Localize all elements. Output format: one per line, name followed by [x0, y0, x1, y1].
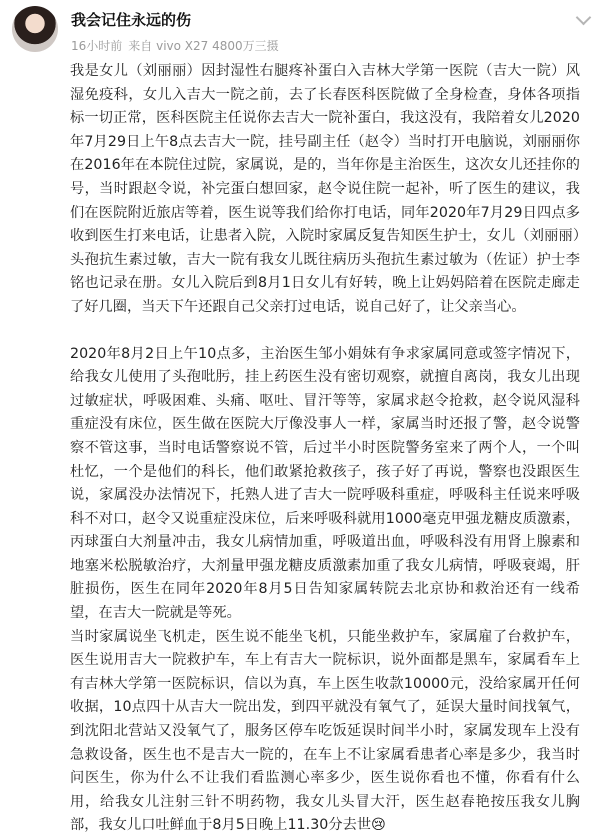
post-header — [0, 0, 600, 60]
chevron-down-icon[interactable] — [576, 10, 592, 26]
paragraph-spacer — [70, 320, 580, 343]
post-paragraph: 2020年8月2日上午10点多，主治医生邹小娟妹有争求家属同意或签字情况下，给我女儿使用了头孢吡肟，挂上药医生没有密切观察，就擅自离岗，我女儿出现过敏症状，呼吸困难、头痛、呕吐、冒汗等等，家属求赵令抢救，赵令说风湿科重症没有床位，医生做在医院大厅像没事人一样，家属当时还报了警，赵令说警察不管这事，当时电话警察说不管，后过半小时医院警务室来了两个人，一个叫杜忆，一个是他们的科长，他们敢紧抢救孩子，孩子好了再说，警察也没跟医生说，家属没办法情况下，托熟人进了吉大一院呼吸科重症，呼吸科主任说来呼吸科不对口，赵令又说重症没床位，后来呼吸科就用1000毫克甲强龙糖皮质激素，丙球蛋白大剂量冲击，我女儿病情加重，呼吸道出血，呼吸科没有用肾上腺素和地塞米松脱敏治疗，大剂量甲强龙糖皮质激素加重了我女儿病情，呼吸衰竭，肝脏损伤，医生在同年2020年8月5日告知家属转院去北京协和救治还有一线希望，在吉大一院就是等死。 — [70, 345, 580, 622]
post-paragraph: 我是女儿（刘丽丽）因封湿性右腿疼补蛋白入吉林大学第一医院（吉大一院）风湿免疫科，女儿入吉大一院之前，去了长春医科医院做了全身检查，身体各项指标一切正常，医科医院主任说你去吉大一院补蛋白，我这没有，我陪着女儿2020年7月29日上午8点去吉大一院，挂号副主任（赵令）当时打开电脑说，刘丽丽你在2016年在本院住过院，家属说，是的，当年你是主治医生，这次女儿还挂你的号，当时跟赵令说，补完蛋白想回家，赵令说住院一起补，听了医生的建议，我们在医院附近旅店等着，医生说等我们给你打电话，同年2020年7月29日四点多收到医生打来电话，让患者入院，入院时家属反复告知医生护士，女儿（刘丽丽）头孢抗生素过敏，吉大一院有我女儿既往病历头孢抗生素过敏为（佐证）护士李铭也记录在册。女儿入院后到8月1日女儿有好转，晚上让妈妈陪着在医院走廊走了好几圈，当天下午还跟自己父亲打过电话，说自己好了，让父亲当心。 — [70, 63, 580, 315]
post-meta — [71, 37, 285, 54]
post-source: 来自 vivo X27 4800万三摄 — [128, 39, 279, 53]
post-time: 16小时前 — [71, 39, 123, 53]
avatar[interactable] — [12, 6, 58, 52]
post-body — [0, 60, 600, 838]
author-name[interactable]: 我会记住永远的伤 — [71, 11, 192, 29]
post-paragraph: 当时家属说坐飞机走，医生说不能坐飞机，只能坐救护车，家属雇了台救护车，医生说用吉大一院救护车，车上有吉大一院标识，说外面都是黑车，家属看车上有吉林大学第一医院标识，信以为真，车上医生收款10000元，没给家属开任何收据，10点四十从吉大一院出发，到四平就没有氧气了，延误大量时间找氧气，到沈阳北营站又没氧气了，服务区停车吃饭延误时间半小时，家属发现车上没有急救设备，医生也不是吉大一院的，在车上不让家属看患者心率是多少，我当时问医生，你为什么不让我们看监测心率多少，医生说你看也不懂，你看有什么用，给我女儿注射三针不明药物，我女儿头冒大汗，医生赵春艳按压我女儿胸部，我女儿口吐鲜血于8月5日晚上11.30分去世😢 — [70, 628, 580, 834]
